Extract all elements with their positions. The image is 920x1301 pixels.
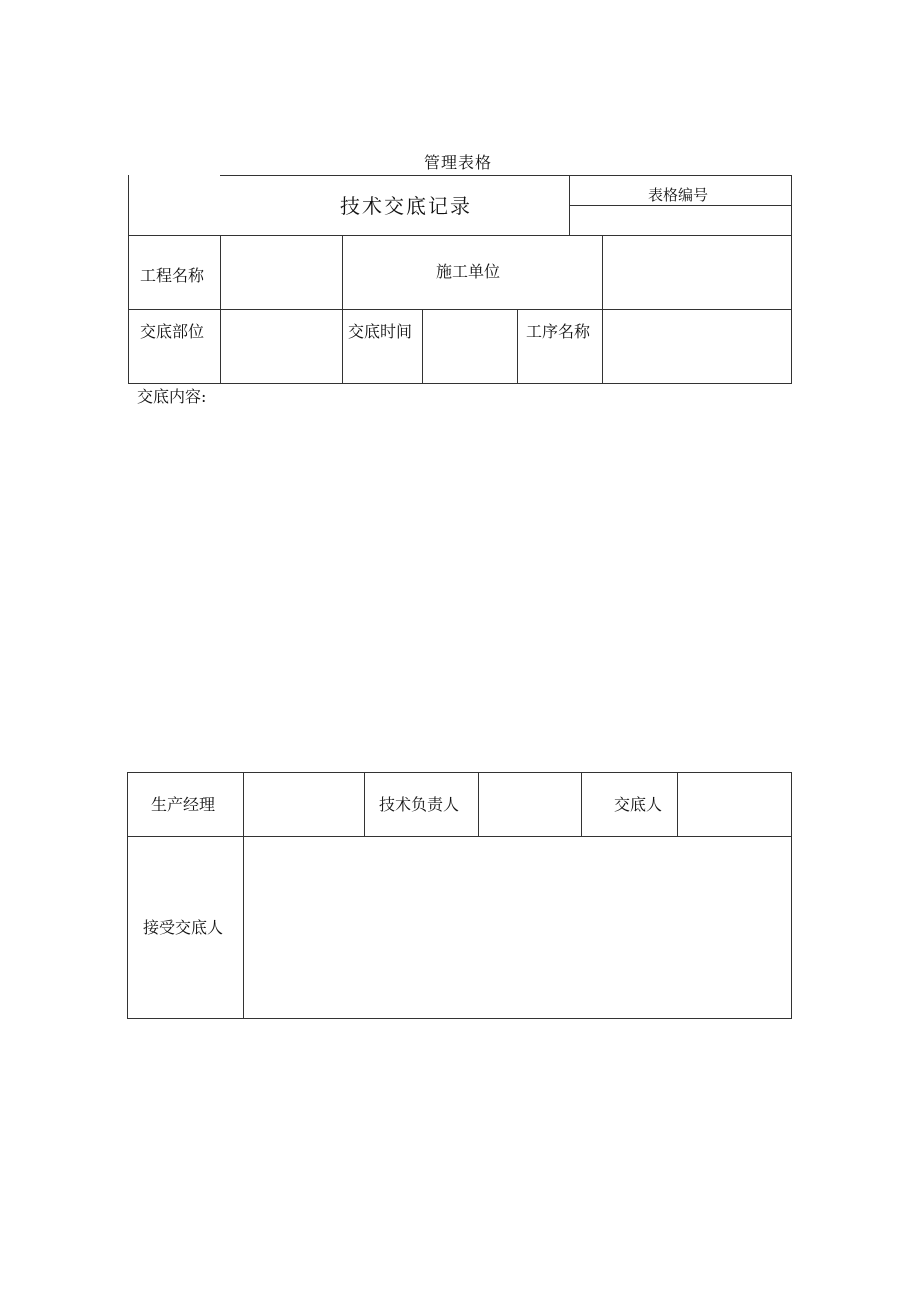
process-name-field[interactable] bbox=[604, 311, 790, 382]
project-name-field[interactable] bbox=[222, 237, 341, 308]
technical-lead-field[interactable] bbox=[480, 774, 580, 835]
form-number-field[interactable] bbox=[571, 206, 790, 234]
process-name-label: 工序名称 bbox=[526, 322, 591, 341]
recipients-field[interactable] bbox=[245, 838, 790, 1017]
production-manager-field[interactable] bbox=[245, 774, 363, 835]
handover-time-field[interactable] bbox=[424, 311, 516, 382]
handover-time-label: 交底时间 bbox=[348, 322, 413, 341]
presenter-label: 交底人 bbox=[614, 795, 663, 814]
form-category: 管理表格 bbox=[424, 153, 493, 172]
handover-content-label: 交底内容: bbox=[137, 387, 207, 406]
construction-unit-field[interactable] bbox=[604, 237, 790, 308]
recipients-label: 接受交底人 bbox=[143, 918, 224, 937]
construction-unit-label: 施工单位 bbox=[436, 262, 501, 281]
production-manager-label: 生产经理 bbox=[151, 795, 216, 814]
handover-content-area[interactable] bbox=[128, 410, 792, 760]
technical-lead-label: 技术负责人 bbox=[379, 795, 460, 814]
handover-location-field[interactable] bbox=[222, 311, 341, 382]
project-name-label: 工程名称 bbox=[140, 266, 205, 285]
form-title: 技术交底记录 bbox=[340, 194, 472, 218]
presenter-field[interactable] bbox=[679, 774, 790, 835]
handover-location-label: 交底部位 bbox=[140, 322, 205, 341]
form-number-label: 表格编号 bbox=[648, 186, 709, 204]
